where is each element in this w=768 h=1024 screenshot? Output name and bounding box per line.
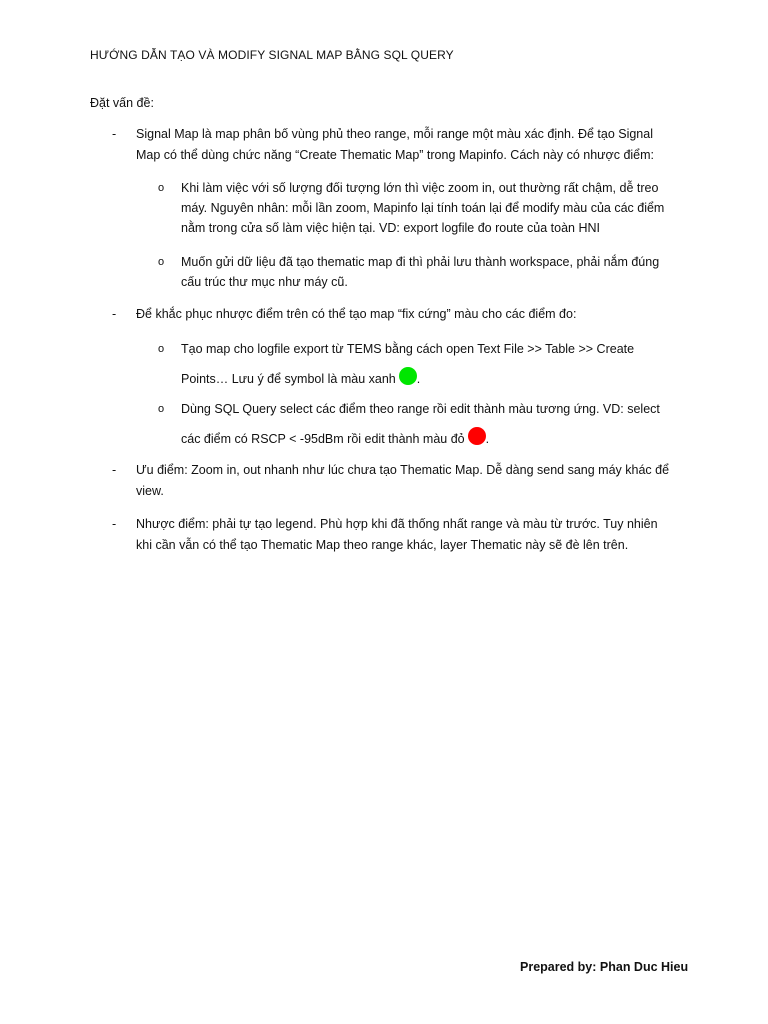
list-item-text: Để khắc phục nhược điểm trên có thể tạo map “fix cứng” màu cho các điểm đo:: [136, 307, 577, 321]
dash-bullet: -: [112, 307, 117, 321]
green-dot-icon: [399, 367, 417, 385]
circle-bullet: o: [158, 182, 165, 194]
list-item: [112, 460, 676, 502]
sub-list-item: [158, 178, 681, 238]
list-item-text: Nhược điểm: phải tự tạo legend. Phù hợp khi đã thống nhất range và màu từ trước. Tuy nhiên khi cần vẫn có thể tạo Thematic Map theo range khác, layer Thematic này sẽ đè lên trên.: [136, 517, 658, 552]
list-item: [112, 514, 676, 556]
document-title: HƯỚNG DẪN TẠO VÀ MODIFY SIGNAL MAP BẰNG SQL QUERY: [90, 48, 454, 62]
circle-bullet: o: [158, 403, 165, 415]
red-dot-icon: [468, 427, 486, 445]
list-item-text: Signal Map là map phân bố vùng phủ theo range, mỗi range một màu xác định. Để tạo Signal Map có thể dùng chức năng “Create Thematic Map” trong Mapinfo. Cách này có nhược điểm:: [136, 127, 655, 162]
circle-bullet: o: [158, 343, 165, 355]
trailing-period: .: [416, 372, 421, 386]
problem-heading: Đặt vấn đề:: [90, 96, 154, 110]
sub-list-item: [158, 334, 681, 394]
sub-list-item-text: Dùng SQL Query select các điểm theo range rồi edit thành màu tương ứng. VD: select các điểm có RSCP < -95dBm rồi edit thành màu đỏ: [181, 402, 660, 446]
circle-bullet: o: [158, 256, 165, 268]
trailing-period: .: [485, 432, 490, 446]
sub-list-item-text: Khi làm việc với số lượng đối tượng lớn thì việc zoom in, out thường rất chậm, dễ treo máy. Nguyên nhân: mỗi lần zoom, Mapinfo lại tính toán lại để modify màu của các điểm nằm trong cửa số làm việc hiện tại. VD: export logfile đo route của toàn HNI: [181, 181, 665, 235]
sub-list-item-text: Muốn gửi dữ liệu đã tạo thematic map đi thì phải lưu thành workspace, phải nắm đúng cấu trúc thư mục như máy cũ.: [181, 255, 660, 289]
prepared-by: Prepared by: Phan Duc Hieu: [520, 960, 689, 974]
list-item: [112, 304, 676, 325]
list-item-text: Ưu điểm: Zoom in, out nhanh như lúc chưa tạo Thematic Map. Dễ dàng send sang máy khác để view.: [136, 463, 670, 498]
sub-list-item: [158, 252, 681, 292]
sub-list-item: [158, 394, 681, 454]
dash-bullet: -: [112, 463, 117, 477]
sub-list-item-text: Tạo map cho logfile export từ TEMS bằng cách open Text File >> Table >> Create Points… Lưu ý để symbol là màu xanh: [181, 342, 635, 386]
dash-bullet: -: [112, 127, 117, 141]
list-item: [112, 124, 676, 166]
dash-bullet: -: [112, 517, 117, 531]
